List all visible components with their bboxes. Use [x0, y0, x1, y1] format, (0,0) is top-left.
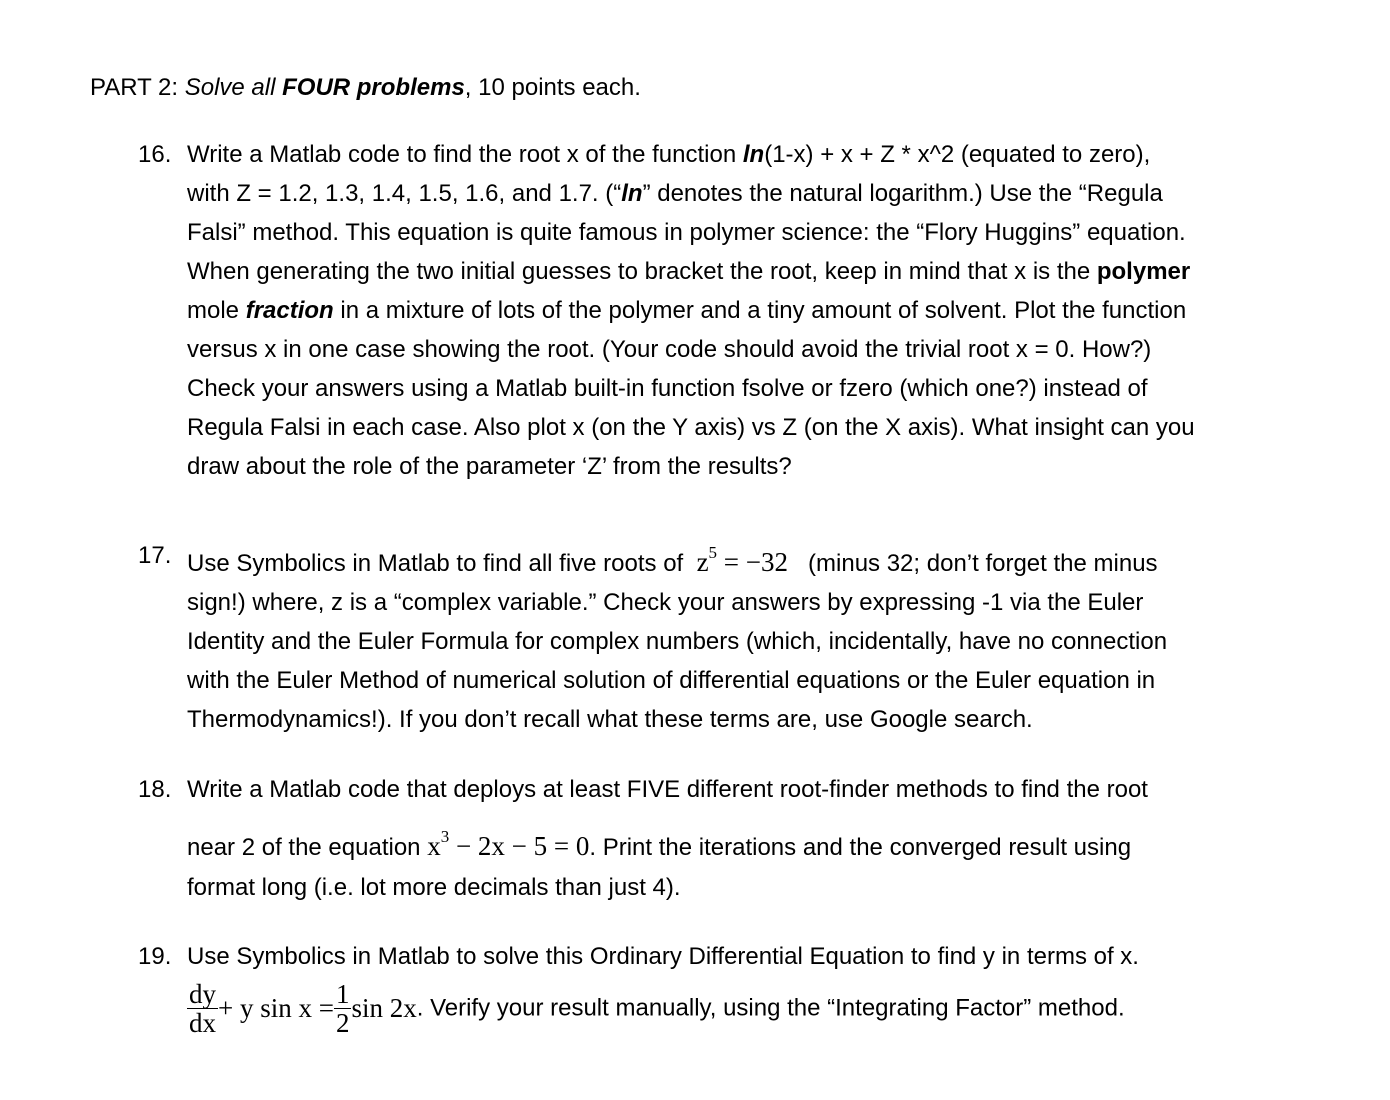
text: Use Symbolics in Matlab to find all five roots of: [187, 550, 684, 577]
line: Regula Falsi in each case. Also plot x (on the Y axis) vs Z (on the X axis). What insight can you: [187, 414, 1195, 441]
polymer-bold: polymer: [1096, 258, 1191, 285]
problem-text: [187, 770, 1338, 907]
line: [187, 980, 1338, 1037]
line: Check your answers using a Matlab built-in function fsolve or fzero (which one?) instead of: [187, 375, 1148, 402]
points-text: , 10 points each.: [464, 74, 641, 101]
line: [187, 536, 1338, 583]
text: (1-x) + x + Z * x^2 (equated to zero),: [764, 141, 1151, 168]
problem-text: [187, 135, 1338, 486]
fraction-numerator: 1: [335, 979, 350, 1009]
four-problems-text: FOUR problems: [282, 74, 465, 101]
line: Write a Matlab code that deploys at least FIVE different root-finder methods to find the root: [187, 776, 1148, 803]
text: with Z = 1.2, 1.3, 1.4, 1.5, 1.6, and 1.7. (“: [187, 180, 622, 207]
ln-symbol: ln: [621, 180, 643, 207]
line: [187, 819, 1338, 868]
line: format long (i.e. lot more decimals than just 4).: [187, 874, 681, 901]
text: ” denotes the natural logarithm.) Use the “Regula: [642, 180, 1163, 207]
problem-number: 16.: [138, 141, 172, 168]
line: Identity and the Euler Formula for complex numbers (which, incidentally, have no connection: [187, 628, 1168, 655]
line: Use Symbolics in Matlab to solve this Ordinary Differential Equation to find y in terms of x.: [187, 943, 1139, 970]
line: Falsi” method. This equation is quite famous in polymer science: the “Flory Huggins” equation.: [187, 219, 1186, 246]
line: [187, 252, 1338, 291]
line: [187, 135, 1338, 174]
fraction-bold-italic: fraction: [245, 297, 334, 324]
part-label: PART 2:: [90, 74, 179, 101]
text: near 2 of the equation: [187, 834, 421, 861]
problem-16: [138, 135, 1338, 486]
problem-text: [187, 536, 1338, 739]
problem-17: [138, 536, 1338, 739]
line: [187, 174, 1338, 213]
problem-18: [138, 770, 1338, 907]
solve-all-text: Solve all: [184, 74, 276, 101]
part-header: [90, 74, 641, 102]
line: versus x in one case showing the root. (Your code should avoid the trivial root x = 0. How?): [187, 336, 1152, 363]
line: sign!) where, z is a “complex variable.” Check your answers by expressing -1 via the Euler: [187, 589, 1144, 616]
math-var: z: [696, 547, 709, 577]
line: Thermodynamics!). If you don’t recall what these terms are, use Google search.: [187, 706, 1033, 733]
problem-text: [187, 937, 1338, 1037]
problem-19: [138, 937, 1338, 1037]
line: [187, 291, 1338, 330]
math-mid: + y sin x =: [218, 993, 334, 1023]
problem-number: 17.: [138, 542, 172, 569]
text: . Verify your result manually, using the “Integrating Factor” method.: [416, 994, 1125, 1022]
dy-dx-fraction: [187, 980, 218, 1037]
problem-number: 18.: [138, 776, 172, 803]
text: When generating the two initial guesses to bracket the root, keep in mind that x is the: [187, 258, 1091, 285]
math-tail: sin 2x: [351, 993, 417, 1023]
text: mole: [187, 297, 240, 324]
ln-symbol: ln: [742, 141, 765, 168]
line: with the Euler Method of numerical solution of differential equations or the Euler equation in: [187, 667, 1156, 694]
math-exponent: 5: [708, 543, 718, 562]
text: (minus 32; don’t forget the minus: [808, 550, 1158, 577]
fraction-denominator: 2: [335, 1008, 350, 1038]
one-half-fraction: [334, 980, 352, 1037]
fraction-denominator: dx: [189, 1008, 216, 1038]
fraction-numerator: dy: [189, 979, 216, 1009]
text: in a mixture of lots of the polymer and a tiny amount of solvent. Plot the function: [340, 297, 1187, 324]
problem-number: 19.: [138, 943, 172, 970]
text: Write a Matlab code to find the root x of the function: [187, 141, 737, 168]
math-var: x: [427, 831, 441, 861]
line: draw about the role of the parameter ‘Z’ from the results?: [187, 453, 792, 480]
math-rest: − 2x − 5 = 0: [449, 831, 590, 861]
text: . Print the iterations and the converged result using: [589, 834, 1132, 861]
equation-z5: [696, 543, 789, 577]
math-rhs: = −32: [717, 547, 789, 577]
equation-cubic: [427, 827, 590, 861]
math-exponent: 3: [440, 827, 450, 846]
